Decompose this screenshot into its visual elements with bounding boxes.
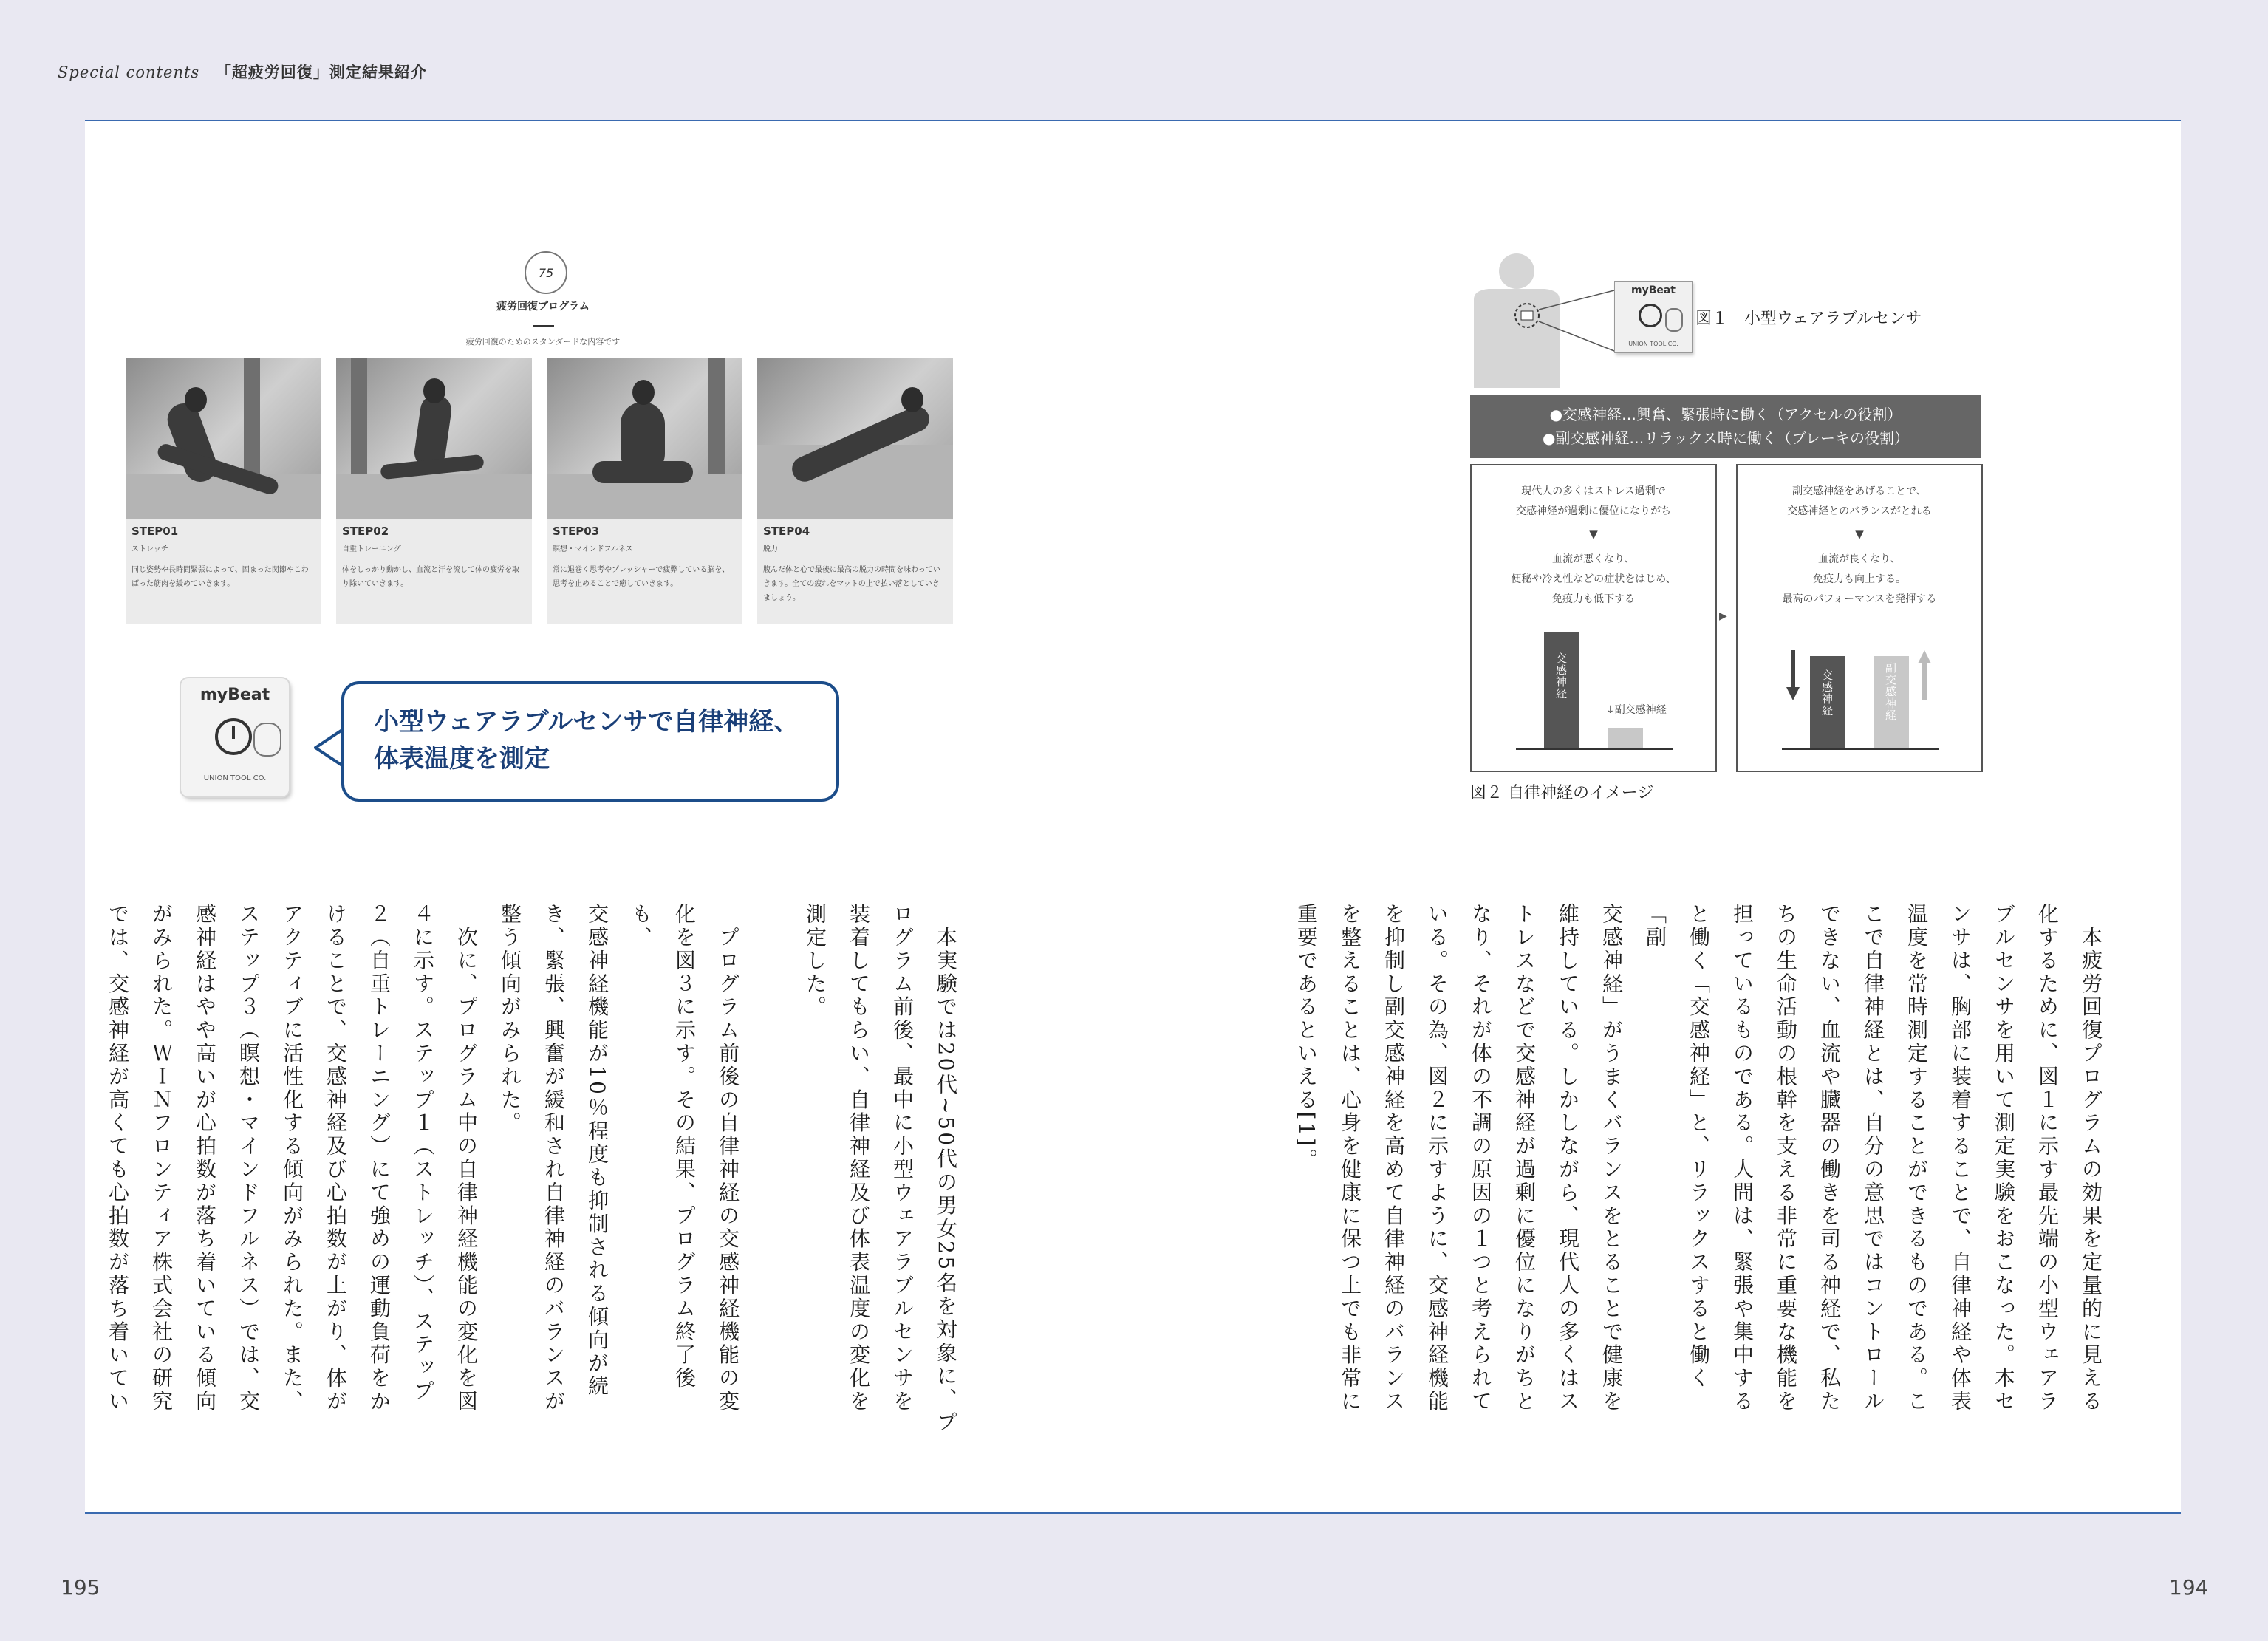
program-subtitle: 疲労回復のためのスタンダードな内容です (465, 337, 621, 347)
callout-box (341, 681, 839, 802)
device-maker: UNION TOOL CO. (1628, 341, 1678, 347)
page-number-right: 194 (2169, 1575, 2209, 1600)
step-name: 瞑想・マインドフルネス (553, 545, 633, 553)
panel-text: 交感神経が過剰に優位になりがち (1516, 505, 1671, 517)
step-name: 脱力 (763, 545, 778, 553)
step-card-3 (547, 358, 742, 624)
decrease-arrow-icon (1786, 650, 1800, 702)
baseline (1516, 748, 1673, 750)
page-number-left: 195 (61, 1575, 100, 1600)
sympathetic-bar (1810, 656, 1845, 748)
panel-text: 副交感神経をあげることで、 (1792, 485, 1927, 497)
program-badge: 75 (525, 251, 567, 294)
panel-text: 血流が良くなり、 (1818, 553, 1901, 565)
section-title: 「超疲労回復」測定結果紹介 (215, 64, 427, 81)
bar-label: 副交感神経 (1884, 662, 1897, 721)
step-description: 体をしっかり動かし、血流と汗を流して体の疲労を取り除いていきます。 (342, 566, 519, 588)
device-brand: myBeat (1630, 284, 1676, 296)
banner-line: ●副交感神経…リラックス時に働く（ブレーキの役割） (1542, 429, 1910, 447)
panel-text: 現代人の多くはストレス過剰で (1521, 485, 1666, 497)
fig1-sensor-device (1614, 281, 1693, 353)
step-name: ストレッチ (131, 545, 168, 553)
device-maker: UNION TOOL CO. (203, 774, 267, 782)
program-title: 疲労回復プログラム (496, 301, 590, 313)
stretch-photo (126, 358, 321, 519)
training-photo (336, 358, 532, 519)
panel-text: 最高のパフォーマンスを発揮する (1782, 593, 1937, 605)
running-header (58, 61, 427, 83)
step-card-1 (126, 358, 321, 624)
mascot-icon (1665, 308, 1683, 332)
panel-text: 免疫力も向上する。 (1813, 573, 1906, 585)
callout-tail (314, 727, 345, 768)
banner-line: ●交感神経…興奮、緊張時に働く（アクセルの役割） (1549, 406, 1902, 423)
increase-arrow-icon (1918, 650, 1931, 702)
baseline (1782, 748, 1939, 750)
divider (533, 325, 554, 327)
step-description: 同じ姿勢や長時間緊張によって、固まった関節やこわばった筋肉を緩めていきます。 (131, 566, 309, 588)
panel-text: 便秘や冷え性などの症状をはじめ、 (1511, 573, 1676, 585)
step-description: 腹んだ体と心で最後に最高の脱力の時間を味わっていきます。全ての疲れをマットの上で払い落としていきましょう。 (763, 566, 940, 602)
device-brand: myBeat (199, 686, 270, 704)
bar-label: 交感神経 (1554, 652, 1568, 700)
right-arrow-icon: ▶ (1719, 610, 1727, 622)
parasympathetic-bar (1608, 728, 1643, 748)
bar-label: 交感神経 (1820, 669, 1834, 717)
torso-illustration (1466, 248, 1622, 388)
program-panel (126, 251, 960, 628)
callout-line: 体表温度を測定 (374, 744, 550, 774)
sensor-device-image (181, 678, 289, 796)
power-icon (215, 718, 252, 755)
relaxation-photo (757, 358, 953, 519)
step-number: STEP01 (131, 525, 179, 538)
callout-line: 小型ウェアラブルセンサで自律神経、 (374, 707, 799, 737)
step-card-2 (336, 358, 532, 624)
callout-text (374, 703, 817, 777)
balanced-panel (1736, 464, 1983, 772)
down-arrow-icon: ▼ (1589, 528, 1598, 541)
parasympathetic-bar (1874, 656, 1909, 748)
step-description: 常に退巻く思考やプレッシャーで疲弊している脳を、思考を止めることで癒していきます。 (553, 566, 730, 588)
bar-label: ↓副交感神経 (1606, 704, 1667, 716)
series-label: Special contents (58, 64, 200, 81)
step-name: 自重トレーニング (342, 545, 401, 553)
body-text-right-page: 本疲労回復プログラムの効果を定量的に見える 化するために、図１に示す最先端の小型ウェアラ ブルセンサを用いて測定実験をおこなった。本セ ンサは、胸部に装着することで、自律神経や体表 温度を常時測定することができるものである。こ こで自律神経とは、自分の意思ではコントロール できない、血流や臓器の働きを司る神経で、私た ちの生命活動の根幹を支える非常に重要な機能を 担っているものである。人間は、緊張や集中する と働く「交感神経」と、リラックスすると働く「副 交感神経」がうまくバランスをとることで健康を 維持している。しかしながら、現代人の多くはス トレスなどで交感神経が過剰に優位になりがちと なり、それが体の不調の原因の１つと考えられて いる。その為、図２に示すように、交感神経機能 を抑制し副交感神経を高めて自律神経のバランス を整えることは、心身を健康に保つ上でも非常に 重要であるといえる[1]。 (1294, 903, 2103, 1413)
panel-text: 免疫力も低下する (1552, 593, 1635, 605)
meditation-photo (547, 358, 742, 519)
step-number: STEP02 (342, 525, 389, 538)
body-text-left-page: 本実験では20代~50代の男女25名を対象に、プ ログラム前後、最中に小型ウェアラブルセンサを 装着してもらい、自律神経及び体表温度の変化を 測定した。 プログラム前後の自律神経の交感神経機能の変 化を図３に示す。その結果、プログラム終了後も、 交感神経機能が10％程度も抑制される傾向が続 き、緊張、興奮が緩和され自律神経のバランスが 整う傾向がみられた。 次に、プログラム中の自律神経機能の変化を図 ４に示す。ステップ１（ストレッチ）、ステップ ２（自重トレーニング）にて強めの運動負荷をか けることで、交感神経及び心拍数が上がり、体が アクティブに活性化する傾向がみられた。また、 ステップ３（瞑想・マインドフルネス）では、交 感神経はやや高いが心拍数が落ち着いている傾向 がみられた。ＷＩＮフロンティア株式会社の研究 では、交感神経が高くても心拍数が落ち着いてい (106, 903, 958, 1435)
imbalance-panel (1470, 464, 1717, 772)
mascot-icon (253, 723, 281, 757)
power-icon (1639, 304, 1662, 327)
step-number: STEP03 (553, 525, 600, 538)
nerve-definition-banner (1470, 395, 1981, 458)
fig2-caption: 図２ 自律神経のイメージ (1470, 784, 1654, 802)
step-card-4 (757, 358, 953, 624)
panel-text: 交感神経とのバランスがとれる (1787, 505, 1932, 517)
fig1-caption: 図１ 小型ウェアラブルセンサ (1695, 310, 1922, 328)
panel-text: 血流が悪くなり、 (1552, 553, 1635, 565)
step-number: STEP04 (763, 525, 810, 538)
sympathetic-bar (1544, 632, 1579, 748)
down-arrow-icon: ▼ (1855, 528, 1864, 541)
